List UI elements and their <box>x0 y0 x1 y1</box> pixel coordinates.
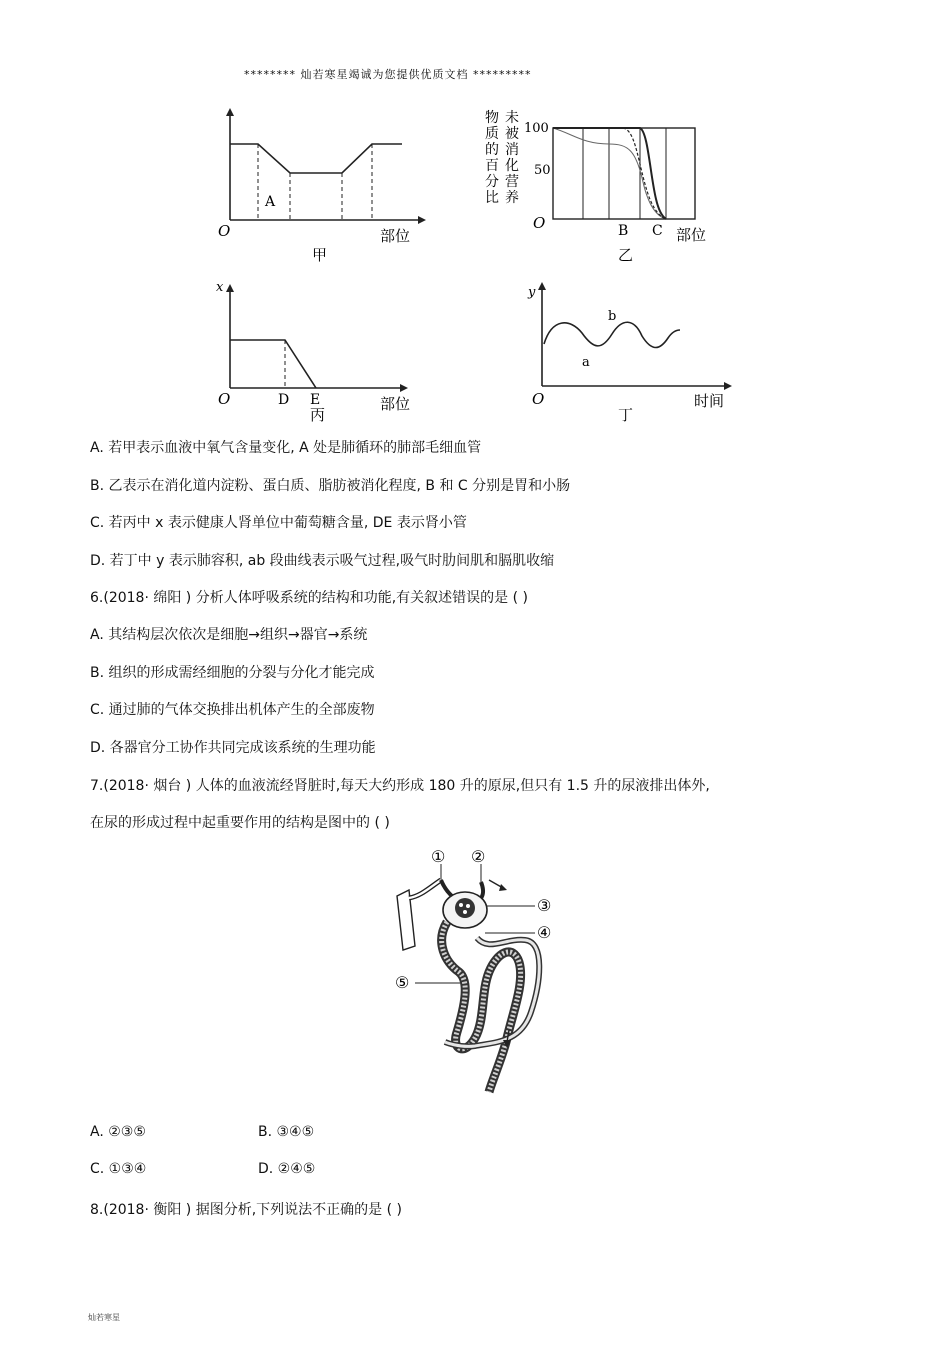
svg-text:养: 养 <box>505 190 519 206</box>
q5-option-b: B. 乙表示在消化道内淀粉、蛋白质、脂肪被消化程度, B 和 C 分别是胃和小肠 <box>90 478 571 494</box>
curve <box>230 340 316 388</box>
q7-option-c: C. ①③④ <box>90 1161 147 1177</box>
svg-text:百: 百 <box>485 158 499 174</box>
x-axis-label: 时间 <box>694 392 725 410</box>
chart-caption: 丁 <box>618 406 634 424</box>
x-tick-d: D <box>278 392 290 408</box>
svg-text:物: 物 <box>485 110 499 126</box>
x-axis-arrow <box>724 382 732 390</box>
q7-stem-line1: 7.(2018· 烟台 ) 人体的血液流经肾脏时,每天大约形成 180 升的原尿,但只有 1.5 升的尿液排出体外, <box>90 778 710 794</box>
chart-caption: 甲 <box>312 246 328 264</box>
x-axis-label: 部位 <box>380 395 411 413</box>
plot-frame <box>553 128 695 219</box>
q6-option-d: D. 各器官分工协作共同完成该系统的生理功能 <box>90 740 376 756</box>
q6-option-c: C. 通过肺的气体交换排出机体产生的全部废物 <box>90 702 375 718</box>
x-tick-b: B <box>618 223 629 239</box>
q6-stem: 6.(2018· 绵阳 ) 分析人体呼吸系统的结构和功能,有关叙述错误的是 ( ) <box>90 590 528 606</box>
q7-stem-line2: 在尿的形成过程中起重要作用的结构是图中的 ( ) <box>90 815 390 831</box>
y-axis-arrow <box>226 284 234 292</box>
glomerulus <box>455 898 475 918</box>
svg-text:化: 化 <box>505 158 519 174</box>
point-label-a: a <box>582 355 590 370</box>
label-5: ⑤ <box>395 973 410 992</box>
svg-text:营: 营 <box>505 174 519 190</box>
chart-ding <box>522 278 742 428</box>
page-footer: 灿若寒星 <box>88 1313 120 1322</box>
chart-bing <box>210 274 430 424</box>
svg-text:的: 的 <box>485 142 499 158</box>
chart-caption: 乙 <box>618 246 634 264</box>
q5-option-d: D. 若丁中 y 表示肺容积, ab 段曲线表示吸气过程,吸气时肋间肌和膈肌收缩 <box>90 553 555 569</box>
y-axis-label: y <box>528 285 536 300</box>
x-axis-arrow <box>400 384 408 392</box>
x-axis-label: 部位 <box>676 226 707 244</box>
curve <box>544 322 680 347</box>
label-1: ① <box>431 847 446 866</box>
svg-text:未: 未 <box>505 110 519 126</box>
q5-option-c: C. 若丙中 x 表示健康人肾单位中葡萄糖含量, DE 表示肾小管 <box>90 515 467 531</box>
q7-option-b: B. ③④⑤ <box>258 1124 315 1140</box>
nephron-diagram <box>385 842 565 1102</box>
y-tick-50: 50 <box>534 163 551 178</box>
chart-yi <box>478 104 718 264</box>
svg-text:比: 比 <box>485 190 499 206</box>
origin-label: O <box>532 390 545 408</box>
svg-text:被: 被 <box>505 126 519 142</box>
svg-text:质: 质 <box>485 126 499 142</box>
x-tick-c: C <box>652 223 663 239</box>
x-axis-label: 部位 <box>380 227 411 245</box>
label-4: ④ <box>537 923 552 942</box>
y-tick-100: 100 <box>524 121 549 136</box>
svg-text:分: 分 <box>485 174 499 190</box>
x-tick-e: E <box>310 392 321 408</box>
origin-label: O <box>218 222 231 240</box>
q7-option-a: A. ②③⑤ <box>90 1124 146 1140</box>
q6-option-a: A. 其结构层次依次是细胞→组织→器官→系统 <box>90 627 368 643</box>
point-label-b: b <box>608 309 617 324</box>
y-axis-label: x <box>216 280 224 295</box>
curve <box>230 144 402 173</box>
chart-jia <box>210 100 430 265</box>
q7-option-d: D. ②④⑤ <box>258 1161 316 1177</box>
q5-option-a: A. 若甲表示血液中氧气含量变化, A 处是肺循环的肺部毛细血管 <box>90 440 482 456</box>
x-axis-arrow <box>418 216 426 224</box>
page-header: ******** 灿若寒星竭诚为您提供优质文档 ********* <box>244 68 532 81</box>
y-axis-label <box>485 109 519 206</box>
point-label-a: A <box>265 194 276 210</box>
origin-label: O <box>533 214 546 232</box>
q8-stem: 8.(2018· 衡阳 ) 据图分析,下列说法不正确的是 ( ) <box>90 1202 402 1218</box>
label-2: ② <box>471 847 486 866</box>
chart-caption: 丙 <box>310 406 326 424</box>
y-axis-arrow <box>538 282 546 290</box>
q6-option-b: B. 组织的形成需经细胞的分裂与分化才能完成 <box>90 665 375 681</box>
label-3: ③ <box>537 896 552 915</box>
y-axis-arrow <box>226 108 234 116</box>
origin-label: O <box>218 390 231 408</box>
svg-text:消: 消 <box>505 142 519 158</box>
